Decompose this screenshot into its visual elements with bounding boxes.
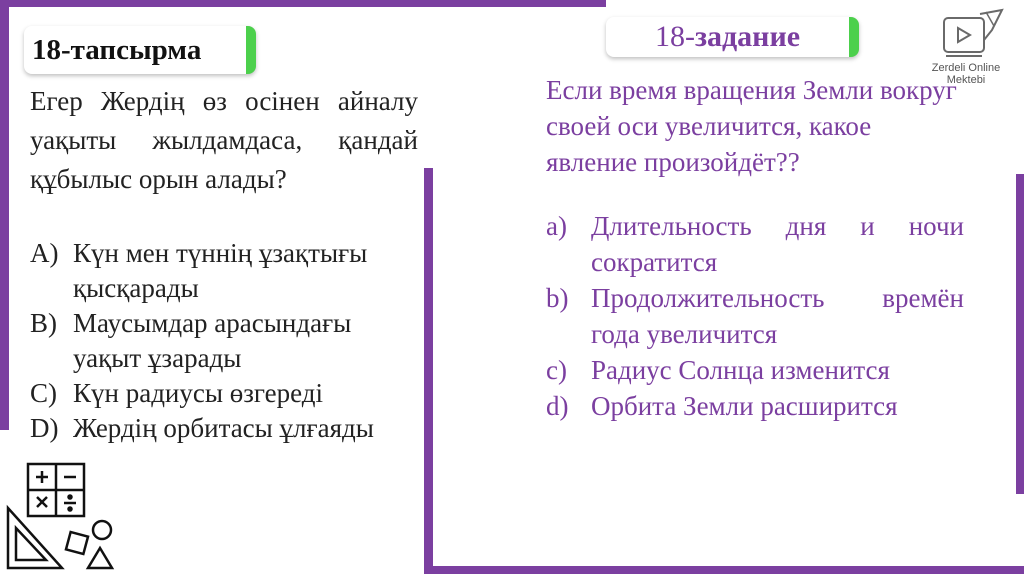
math-operations-icon: [2, 460, 122, 572]
russian-task-title: [655, 20, 800, 54]
kazakh-task-title-badge: [24, 26, 256, 74]
frame-left-bar: [0, 0, 9, 430]
frame-divider-bar: [424, 168, 433, 574]
frame-right-bar: [1016, 174, 1024, 494]
kazakh-option-c[interactable]: C) Күн радиусы өзгереді: [30, 378, 323, 408]
frame-top-bar: [0, 0, 606, 7]
russian-option-c[interactable]: c) Радиус Солнца изменится: [546, 355, 890, 385]
russian-question: Если время вращения Земли вокруг своей оси увеличится, какое явление произойдёт??: [546, 75, 957, 177]
russian-option-b[interactable]: b) Продолжительность времён года увеличится: [546, 283, 964, 349]
kazakh-option-a[interactable]: A) Күн мен түннің ұзақтығы қысқарады: [30, 238, 368, 303]
task-word: задание: [694, 20, 801, 53]
kazakh-option-b[interactable]: B) Маусымдар арасындағы уақыт ұзарады: [30, 308, 352, 373]
kazakh-options: [30, 236, 420, 446]
kazakh-option-d[interactable]: D) Жердің орбитасы ұлғаяды: [30, 413, 374, 443]
russian-options: [546, 208, 964, 424]
kazakh-question: Егер Жердің өз осінен айналу уақыты жылдамдаса, қандай құбылыс орын алады?: [30, 86, 418, 194]
russian-task-title-badge: [606, 17, 859, 57]
frame-bottom-bar: [424, 566, 1024, 574]
russian-option-a[interactable]: a) Длительность дня и ночи сократится: [546, 211, 964, 277]
russian-option-d[interactable]: d) Орбита Земли расширится: [546, 391, 898, 421]
kazakh-task-title: 18-тапсырма: [32, 33, 202, 66]
task-number: 18-: [654, 20, 695, 53]
logo-text: Zerdeli Online Mektebi: [931, 62, 1001, 86]
